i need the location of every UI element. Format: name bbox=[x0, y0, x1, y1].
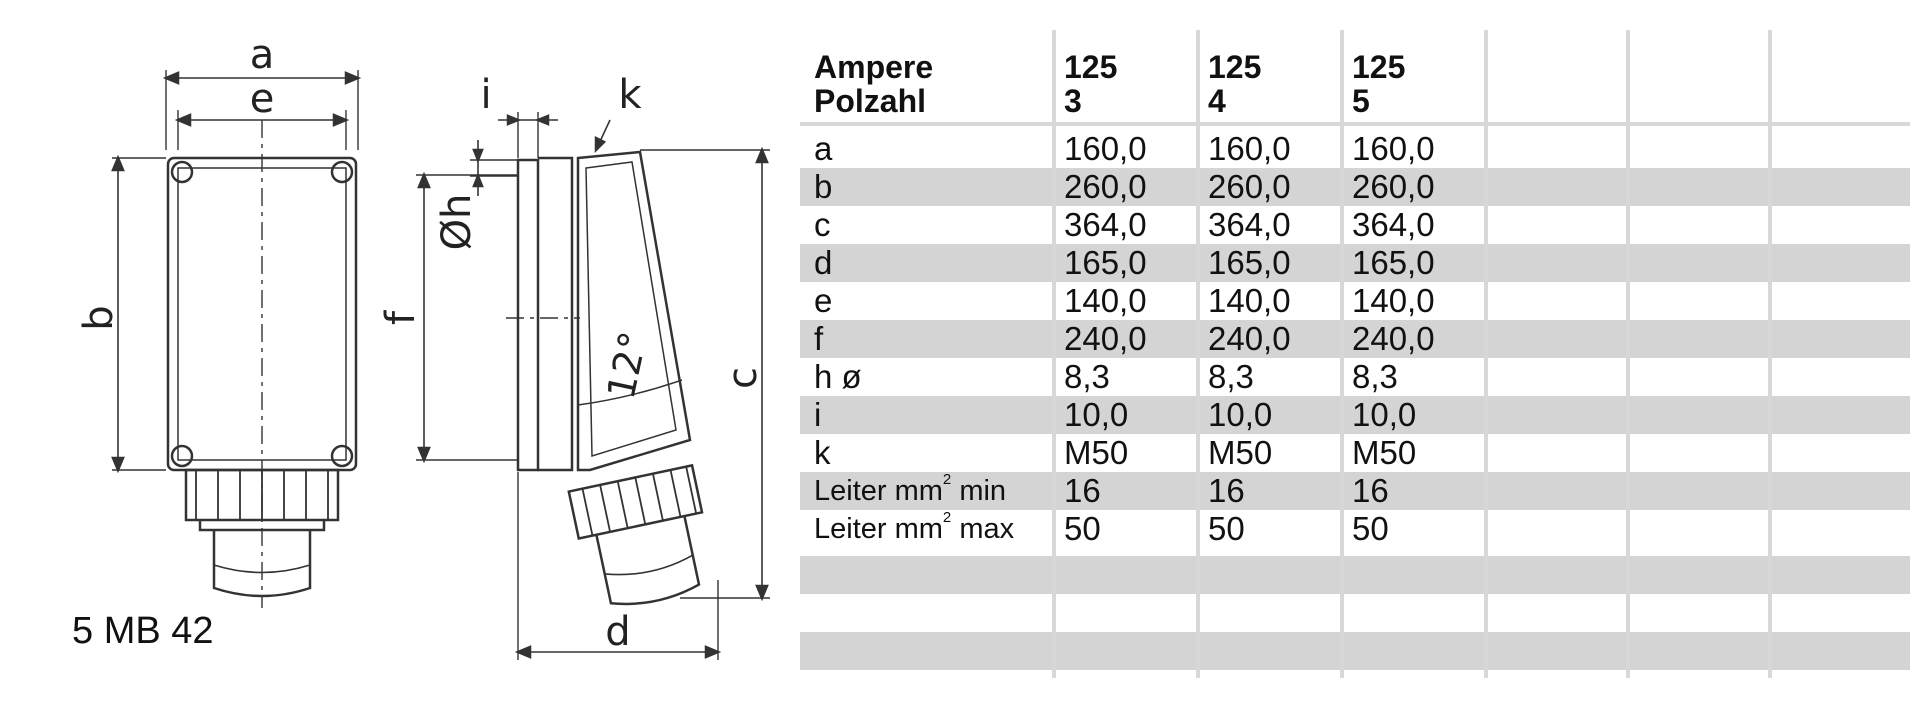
dim-label-i: i bbox=[480, 72, 492, 118]
row-label: a bbox=[814, 130, 833, 167]
header-column bbox=[1064, 50, 1117, 118]
dim-label-e: e bbox=[249, 76, 275, 122]
header-ampere: Ampere bbox=[814, 49, 934, 85]
cell-value: M50 bbox=[1064, 434, 1129, 471]
cell-value: 160,0 bbox=[1208, 130, 1291, 167]
cell-value: 160,0 bbox=[1064, 130, 1147, 167]
technical-drawing bbox=[0, 0, 800, 708]
row-stripe bbox=[800, 632, 1910, 670]
row-label: d bbox=[814, 244, 833, 281]
dim-label-h: Øh bbox=[434, 193, 480, 251]
cell-value: 140,0 bbox=[1208, 282, 1291, 319]
table-row bbox=[800, 358, 1910, 396]
cell-value: 260,0 bbox=[1208, 168, 1291, 205]
dimensions-table bbox=[800, 30, 1910, 678]
cell-value: 50 bbox=[1064, 510, 1101, 547]
cell-value: 8,3 bbox=[1208, 358, 1254, 395]
row-label: h ø bbox=[814, 358, 862, 395]
table-row bbox=[800, 130, 1910, 168]
row-label: k bbox=[814, 434, 831, 471]
angle-label: 12° bbox=[598, 327, 656, 403]
header-ampere-value: 125 bbox=[1064, 49, 1118, 85]
cell-value: 364,0 bbox=[1208, 206, 1291, 243]
cell-value: 8,3 bbox=[1064, 358, 1110, 395]
table-row bbox=[800, 510, 1910, 548]
header-rule bbox=[800, 122, 1910, 126]
row-label: e bbox=[814, 282, 833, 319]
row-label-text: Leiter mm bbox=[814, 513, 943, 545]
header-poles-value: 4 bbox=[1208, 83, 1226, 119]
dim-label-a: a bbox=[249, 32, 275, 78]
cell-value: 10,0 bbox=[1064, 396, 1129, 433]
table-row bbox=[800, 396, 1910, 434]
cell-value: 50 bbox=[1352, 510, 1389, 547]
row-label bbox=[814, 472, 1006, 510]
dim-label-b: b bbox=[76, 305, 122, 331]
row-label-suffix: min bbox=[951, 475, 1007, 507]
cell-value: 240,0 bbox=[1208, 320, 1291, 357]
cell-value: 10,0 bbox=[1208, 396, 1273, 433]
cell-value: 10,0 bbox=[1352, 396, 1417, 433]
table-row bbox=[800, 282, 1910, 320]
row-label bbox=[814, 510, 1014, 548]
dim-label-c: c bbox=[720, 367, 766, 389]
header-column bbox=[1208, 50, 1261, 118]
table-row bbox=[800, 320, 1910, 358]
header-polzahl: Polzahl bbox=[814, 83, 927, 119]
row-stripe bbox=[800, 556, 1910, 594]
header-poles-value: 5 bbox=[1352, 83, 1370, 119]
row-label-suffix: max bbox=[951, 513, 1015, 545]
cell-value: 260,0 bbox=[1064, 168, 1147, 205]
header-ampere-value: 125 bbox=[1352, 49, 1406, 85]
cell-value: 364,0 bbox=[1352, 206, 1435, 243]
header-label bbox=[814, 50, 933, 118]
table-row bbox=[800, 472, 1910, 510]
table-row bbox=[800, 244, 1910, 282]
cell-value: 160,0 bbox=[1352, 130, 1435, 167]
cell-value: 260,0 bbox=[1352, 168, 1435, 205]
dim-label-d: d bbox=[605, 609, 631, 655]
cell-value: 50 bbox=[1208, 510, 1245, 547]
row-label: c bbox=[814, 206, 831, 243]
cell-value: 8,3 bbox=[1352, 358, 1398, 395]
table-row bbox=[800, 168, 1910, 206]
header-ampere-value: 125 bbox=[1208, 49, 1262, 85]
product-code-caption: 5 MB 42 bbox=[72, 610, 214, 652]
cell-value: 16 bbox=[1064, 472, 1101, 509]
row-label-text: Leiter mm bbox=[814, 475, 943, 507]
row-label-superscript: 2 bbox=[942, 509, 952, 526]
row-label-superscript: 2 bbox=[942, 471, 952, 488]
row-label: i bbox=[814, 396, 822, 433]
dim-label-f: f bbox=[378, 310, 424, 326]
row-label: b bbox=[814, 168, 833, 205]
cell-value: 140,0 bbox=[1064, 282, 1147, 319]
cell-value: 364,0 bbox=[1064, 206, 1147, 243]
row-label: f bbox=[814, 320, 824, 357]
header-poles-value: 3 bbox=[1064, 83, 1082, 119]
header-column bbox=[1352, 50, 1405, 118]
table-row bbox=[800, 434, 1910, 472]
table-row bbox=[800, 206, 1910, 244]
cell-value: 165,0 bbox=[1208, 244, 1291, 281]
cell-value: 240,0 bbox=[1064, 320, 1147, 357]
cell-value: 16 bbox=[1208, 472, 1245, 509]
cell-value: 240,0 bbox=[1352, 320, 1435, 357]
cell-value: 140,0 bbox=[1352, 282, 1435, 319]
cell-value: 165,0 bbox=[1064, 244, 1147, 281]
cell-value: 165,0 bbox=[1352, 244, 1435, 281]
cell-value: M50 bbox=[1208, 434, 1273, 471]
dim-label-k: k bbox=[618, 72, 642, 118]
front-view bbox=[112, 70, 358, 608]
cell-value: M50 bbox=[1352, 434, 1417, 471]
cell-value: 16 bbox=[1352, 472, 1389, 509]
